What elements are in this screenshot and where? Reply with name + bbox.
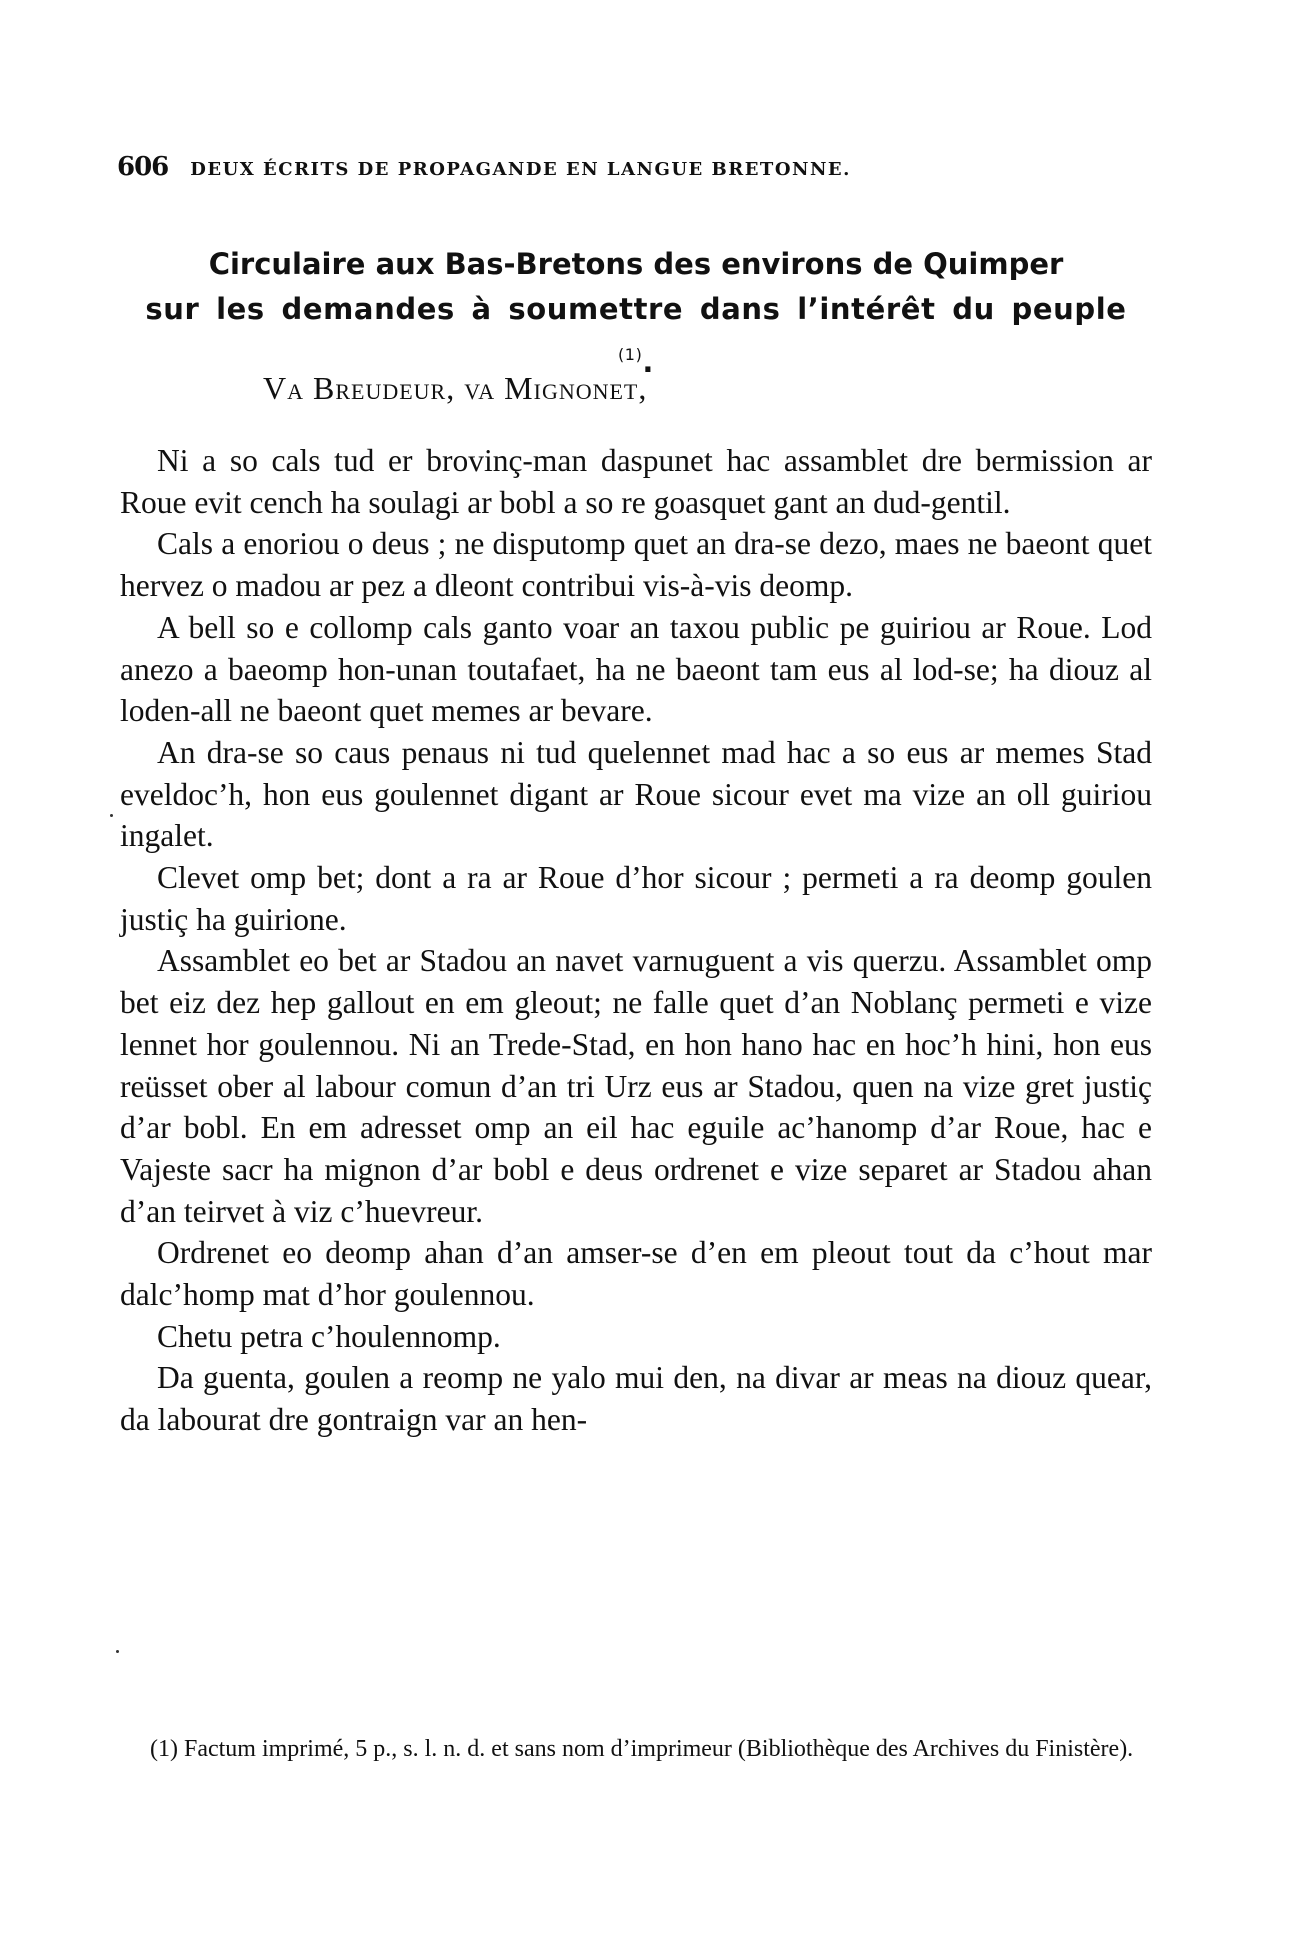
paragraph: A bell so e collomp cals ganto voar an taxou public pe guiriou ar Roue. Lod anezo a baeomp hon-unan toutafaet, ha ne baeont tam eus al lod-se; ha diouz al loden-all ne baeont quet memes ar bevare. — [120, 609, 1152, 729]
paragraph: Assamblet eo bet ar Stadou an navet varnuguent a vis querzu. Assamblet omp bet eiz dez hep gallout en em gleout; ne falle quet d’an Noblanç permeti e vize lennet hor goulennou. Ni an Trede-Stad, en hon hano hac en hoc’h hini, hon eus reüsset ober al labour comun d’an tri Urz eus ar Stadou, quen na vize gret justiç d’ar bobl. En em adresset omp an eil hac eguile ac’hanomp d’ar Roue, hac e Vajeste sacr ha mignon d’ar bobl e deus ordrenet e vize separet ar Stadou ahan d’an teirvet à viz c’huevreur. — [120, 943, 1152, 1229]
paragraph: An dra-se so caus penaus ni tud quelennet mad hac a so eus ar memes Stad eveldoc’h, hon eus goulennet digant ar Roue sicour evet ma vize an oll guiriou ingalet. — [120, 734, 1152, 854]
paragraph: Clevet omp bet; dont a ra ar Roue d’hor sicour ; permeti a ra deomp goulen justiç ha guirione. — [120, 860, 1152, 937]
scan-artifact — [116, 1650, 119, 1653]
paragraph: Da guenta, goulen a reomp ne yalo mui den, na divar ar meas na diouz quear, da labourat dre gontraign var an hen- — [120, 1360, 1152, 1438]
section-title — [120, 242, 1152, 385]
paragraph: Chetu petra c’houlennomp. — [157, 1318, 501, 1354]
body-text — [120, 440, 1152, 1441]
paragraph: Ni a so cals tud er brovinç-man daspunet hac assamblet dre bermission ar Roue evit cench ha soulagi ar bobl a so re goasquet gant an dud-gentil. — [120, 443, 1152, 520]
footnote — [120, 1735, 1152, 1764]
section-title-line-1: Circulaire aux Bas-Bretons des environs de Quimper — [208, 247, 1064, 281]
paragraph: Cals a enoriou o deus ; ne disputomp quet an dra-se dezo, maes ne baeont quet hervez o madou ar pez a dleont contribui vis-à-vis deomp. — [120, 526, 1152, 604]
footnote-text: (1) Factum imprimé, 5 p., s. l. n. d. et sans nom d’imprimeur (Bibliothèque des Archives du Finistère). — [150, 1736, 1134, 1762]
scan-artifact — [110, 814, 113, 817]
running-title: DEUX ÉCRITS DE PROPAGANDE EN LANGUE BRETONNE. — [190, 159, 851, 180]
salutation: Va Breudeur, va Mignonet, — [263, 370, 648, 406]
running-header — [117, 152, 1077, 186]
paragraph: Ordrenet eo deomp ahan d’an amser-se d’en em pleout tout da c’hout mar dalc’homp mat d’hor goulennou. — [120, 1235, 1152, 1313]
footnote-reference[interactable]: (1) — [617, 345, 643, 364]
section-title-line-2-text: sur les demandes à soumettre dans l’intérêt du peuple — [145, 292, 1127, 326]
title-period: . — [642, 345, 655, 379]
page-number: 606 — [117, 152, 169, 182]
